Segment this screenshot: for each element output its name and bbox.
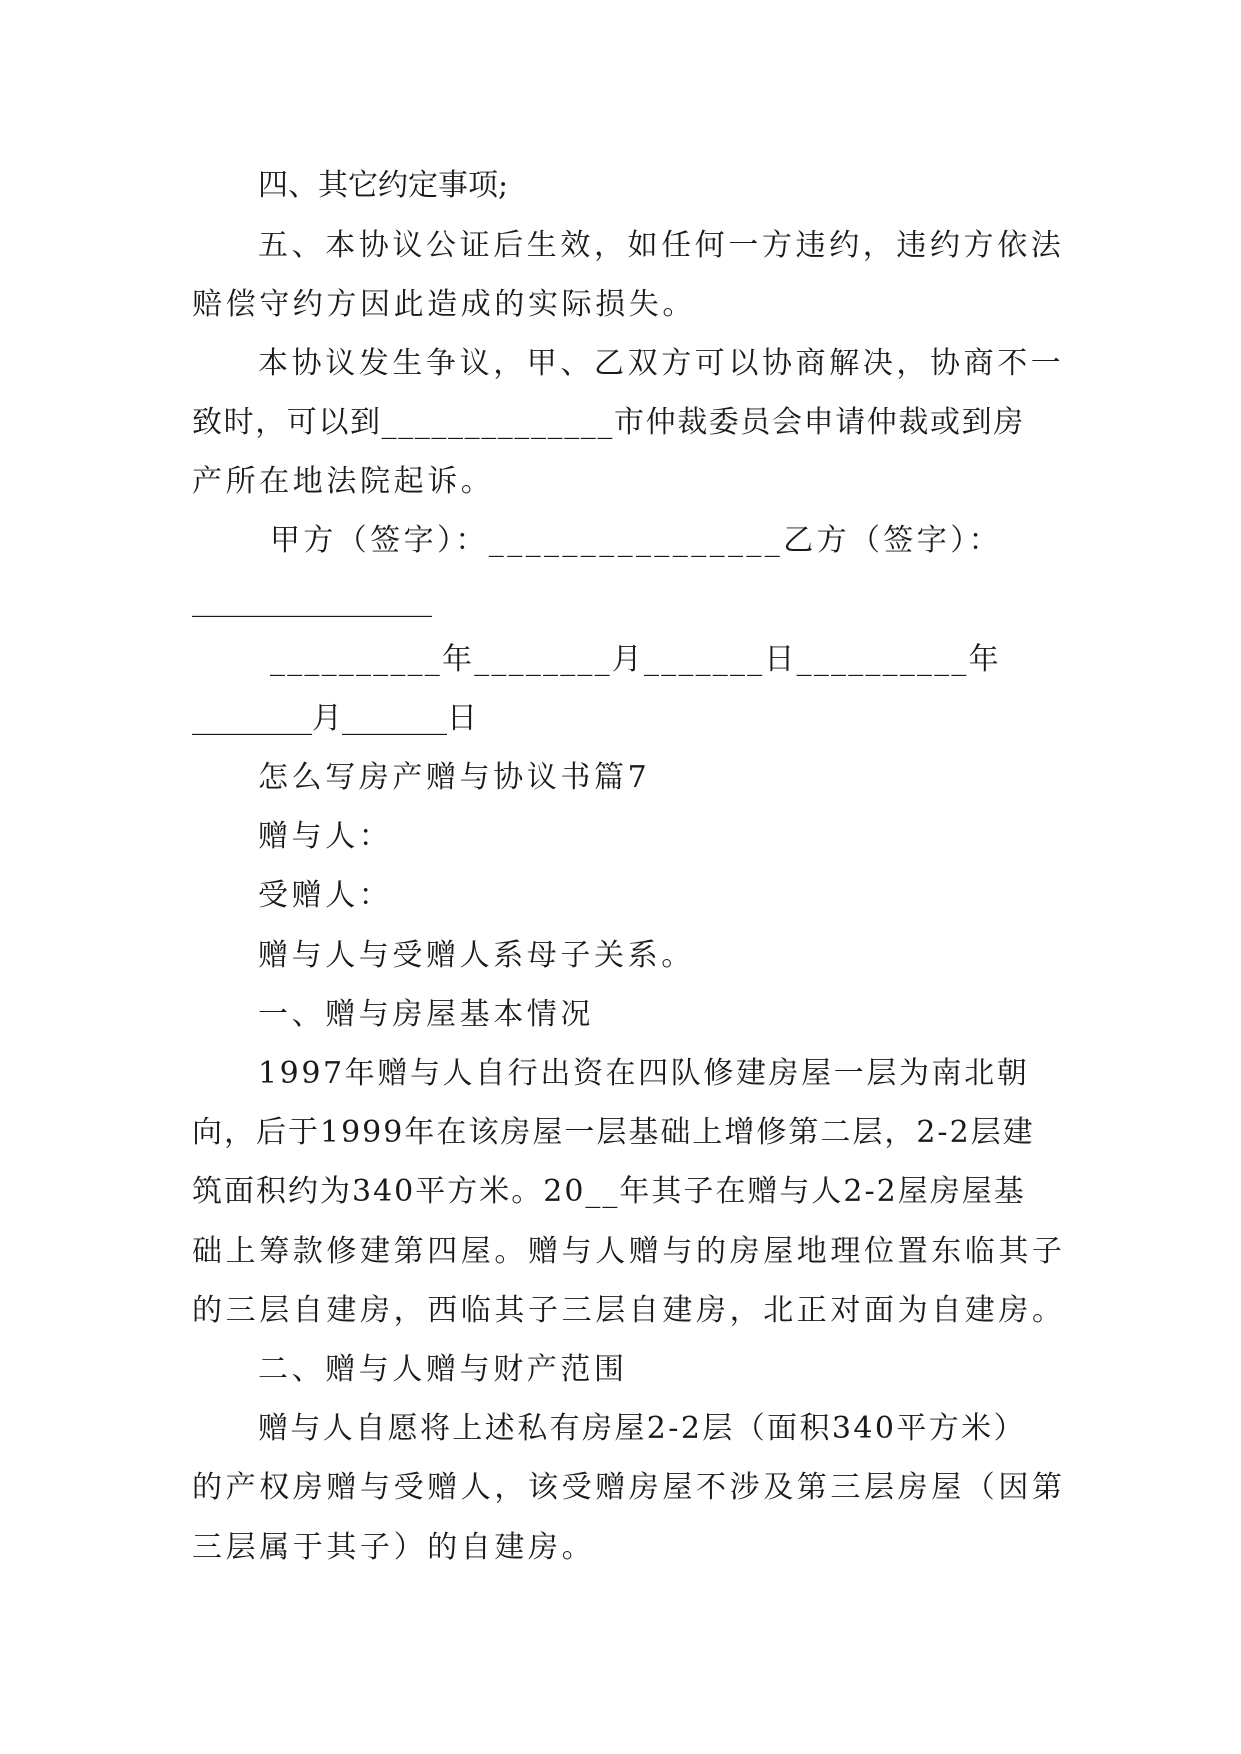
donee-label: 受赠人：	[258, 878, 393, 913]
section-heading: 怎么写房产赠与协议书篇7	[258, 760, 651, 795]
date-line-2: ________月_______日	[192, 701, 477, 736]
clause-1-line-2: 向，后于1999年在该房屋一层基础上增修第二层，2-2层建	[192, 1115, 1035, 1150]
clause-2-line-3: 三层属于其子）的自建房。	[192, 1530, 596, 1565]
clause-1-line-3: 筑面积约为340平方米。20__年其子在赠与人2-2屋房屋基	[192, 1174, 1026, 1209]
clause-2-heading: 二、赠与人赠与财产范围	[258, 1352, 628, 1387]
para-effect-line-1: 五、本协议公证后生效，如任何一方违约，违约方依法	[258, 228, 1065, 263]
clause-2-line-1: 赠与人自愿将上述私有房屋2-2层（面积340平方米）	[258, 1411, 1026, 1446]
para-dispute-line-3: 产所在地法院起诉。	[192, 464, 495, 499]
clause-1-line-5: 的三层自建房，西临其子三层自建房，北正对面为自建房。	[192, 1293, 1066, 1328]
clause-1-heading: 一、赠与房屋基本情况	[258, 997, 594, 1032]
clause-2-line-2: 的产权房赠与受赠人，该受赠房屋不涉及第三层房屋（因第	[192, 1470, 1066, 1505]
clause-1-line-4: 础上筹款修建第四屋。赠与人赠与的房屋地理位置东临其子	[192, 1234, 1066, 1269]
para-dispute-line-1: 本协议发生争议，甲、乙双方可以协商解决，协商不一	[258, 346, 1065, 381]
clause-1-line-1: 1997年赠与人自行出资在四队修建房屋一层为南北朝	[258, 1056, 1030, 1091]
para-dispute-line-2: 致时，可以到______________市仲裁委员会申请仲裁或到房	[192, 405, 1025, 440]
para-other-terms: 四、其它约定事项;	[258, 168, 509, 203]
date-line-1: __________年________月_______日__________年	[270, 642, 1001, 677]
signature-line: 甲方（签字）：________________乙方（签字）：	[270, 523, 1002, 558]
relationship-statement: 赠与人与受赠人系母子关系。	[258, 938, 695, 973]
signature-blank: ________________	[192, 583, 432, 618]
para-effect-line-2: 赔偿守约方因此造成的实际损失。	[192, 287, 696, 322]
donor-label: 赠与人：	[258, 819, 393, 854]
